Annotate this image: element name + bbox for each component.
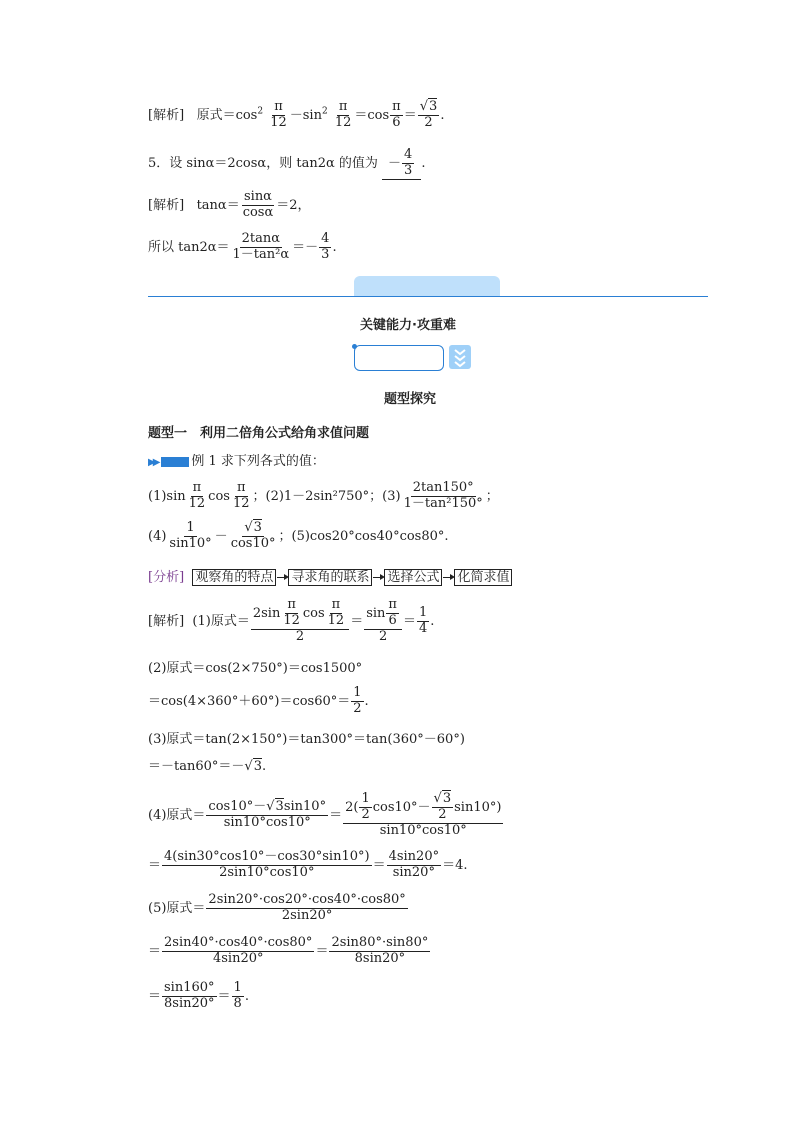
type1-heading: 题型一 利用二倍角公式给角求值问题 bbox=[148, 426, 370, 441]
solution-2a: (2)原式＝cos(2×750°)＝cos1500° bbox=[148, 661, 363, 676]
example-1: ▶▶ 例 1 求下列各式的值： bbox=[148, 454, 325, 469]
step-simplify: 化简求值 bbox=[454, 569, 512, 586]
step-relate: 寻求角的联系 bbox=[288, 569, 372, 586]
solution-5b: ＝ $\frac{2\sin 40^\circ\cdot\cos 40^\circ\cdot\cos 80^\circ}{4\sin 20^\circ}$ ＝ $\frac{2\sin 80^\circ\cdot\sin 80^\circ}{8\sin 20^\circ}$ bbox=[148, 935, 429, 966]
solution-2b: ＝cos(4×360°＋60°)＝cos60°＝ $\frac{1}{2}$ . bbox=[148, 685, 369, 716]
question-5: 5．设 sinα＝2cosα，则 tan2α 的值为 － $\frac{4}{3}$ . bbox=[148, 147, 426, 178]
solution-3b: ＝－tan60°＝－√3. bbox=[148, 759, 267, 774]
solution-4b: ＝ $\frac{4(\sin 30^\circ\cos 10^\circ-\cos 30^\circ\sin 10^\circ)}{2\sin 10^\circ\cos 10^\circ}$ ＝ $\frac{4\sin 20^\circ}{\sin 20^\circ}$ ＝4. bbox=[148, 849, 468, 880]
analysis-steps: [分析] 观察角的特点 寻求角的联系 选择公式 化简求值 bbox=[148, 566, 512, 585]
chevron-down-icon bbox=[449, 345, 471, 369]
section-tab bbox=[354, 276, 500, 296]
example-tag bbox=[161, 457, 189, 467]
box-dot bbox=[352, 344, 357, 349]
arrow-icon bbox=[373, 577, 383, 578]
q5-analysis-line2: 所以 tan2α＝ $\frac{2\tan\alpha}{\text{1－tan²α}}$ ＝－ $\frac{4}{3}$ . bbox=[148, 231, 337, 262]
q5-analysis-line1: [解析] tanα＝ $\frac{\sin\alpha}{\cos\alpha}$ ＝2， bbox=[148, 189, 311, 220]
solution-5c: ＝ $\frac{\sin 160^\circ}{8\sin 20^\circ}$ ＝ $\frac{1}{8}$ . bbox=[148, 980, 249, 1011]
example-items-4-5: (4) $\frac{1}{\sin 10^\circ}$ － $\frac{√3}{\cos 10^\circ}$ ；(5)cos20°cos40°cos80°. bbox=[148, 520, 449, 551]
arrow-icon bbox=[443, 577, 453, 578]
step-observe: 观察角的特点 bbox=[192, 569, 276, 586]
section-subtitle: 题型探究 bbox=[384, 392, 437, 407]
solution-4a: (4)原式＝ $\frac{\cos 10^\circ-√3\sin 10^\circ}{\sin 10^\circ\cos 10^\circ}$ ＝ 2( $\frac{1}{2}$ cos10°－ $\frac{√3}{2}$ sin10°) sin10°cos10° bbox=[148, 791, 502, 838]
fast-forward-icon: ▶▶ bbox=[148, 457, 158, 468]
step-formula: 选择公式 bbox=[384, 569, 442, 586]
section-divider bbox=[148, 296, 708, 297]
solution-3a: (3)原式＝tan(2×150°)＝tan300°＝tan(360°－60°) bbox=[148, 732, 465, 747]
solution-5a: (5)原式＝ $\frac{2\sin 20^\circ\cdot\cos 20^\circ\cdot\cos 40^\circ\cdot\cos 80^\circ}{2\sin 20^\circ}$ bbox=[148, 892, 406, 923]
q4-analysis: [解析] 原式$=\cos^2$ $\frac{\pi}{12}$ $-\sin^2$ $\frac{\pi}{12}$ ＝cos $\frac{\pi}{6}$ ＝ $\frac{√3}{2}$ . bbox=[148, 99, 445, 130]
analysis-tag: [解析] bbox=[148, 107, 185, 123]
example-items-1-3: (1)sin $\frac{\pi}{12}$ cos $\frac{\pi}{12}$ ；(2)1－2sin²750°；(3) $\frac{2\tan 150^\circ}{\text{1－tan²150°}}$ ； bbox=[148, 480, 499, 511]
arrow-icon bbox=[277, 577, 287, 578]
solution-1: [解析] (1)原式＝ 2sin $\frac{\pi}{12}$ cos $\frac{\pi}{12}$ 2 ＝ sin $\frac{\pi}{6}$ 2 ＝ $\frac{1}{4}$ . bbox=[148, 597, 435, 644]
label-box bbox=[354, 345, 444, 371]
section-title: 关键能力·攻重难 bbox=[360, 318, 456, 333]
